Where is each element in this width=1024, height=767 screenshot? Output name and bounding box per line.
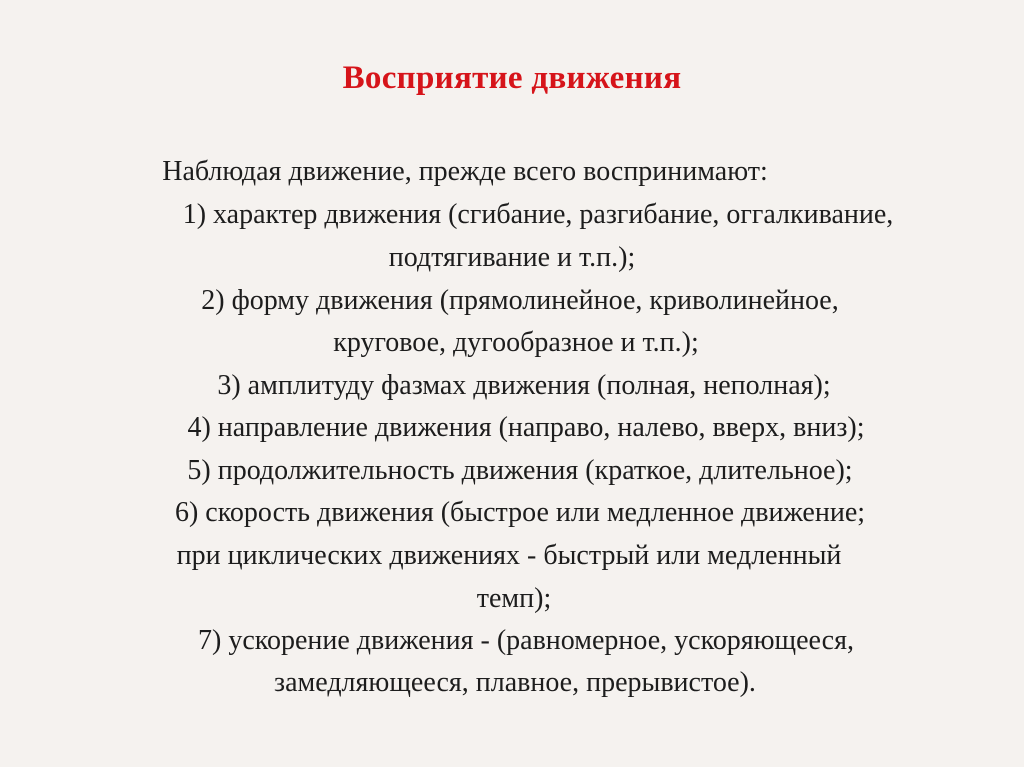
body-line-item-2a: 2) форму движения (прямолинейное, криволинейное,	[201, 285, 839, 316]
body-line-item-2b: круговое, дугообразное и т.п.);	[333, 327, 699, 358]
body-line-item-1a: 1) характер движения (сгибание, разгибание, оггалкивание,	[182, 199, 894, 230]
body-line-item-6c: темп);	[476, 583, 552, 614]
body-line-item-1b: подтягивание и т.п.);	[388, 242, 636, 273]
body-line-intro: Наблюдая движение, прежде всего воспринимают:	[162, 156, 768, 187]
body-line-item-7a: 7) ускорение движения - (равномерное, ускоряющееся,	[198, 625, 854, 656]
body-line-item-6b: при циклических движениях - быстрый или медленный	[176, 540, 842, 571]
body-line-item-4: 4) направление движения (направо, налево, вверх, вниз);	[187, 412, 865, 443]
body-line-item-5: 5) продолжительность движения (краткое, длительное);	[187, 455, 853, 486]
body-line-item-3: 3) амплитуду фазмах движения (полная, неполная);	[217, 370, 831, 401]
body-line-item-6a: 6) скорость движения (быстрое или медленное движение;	[174, 497, 866, 528]
slide-title: Восприятие движения	[342, 60, 682, 96]
body-line-item-7b: замедляющееся, плавное, прерывистое).	[274, 667, 756, 698]
